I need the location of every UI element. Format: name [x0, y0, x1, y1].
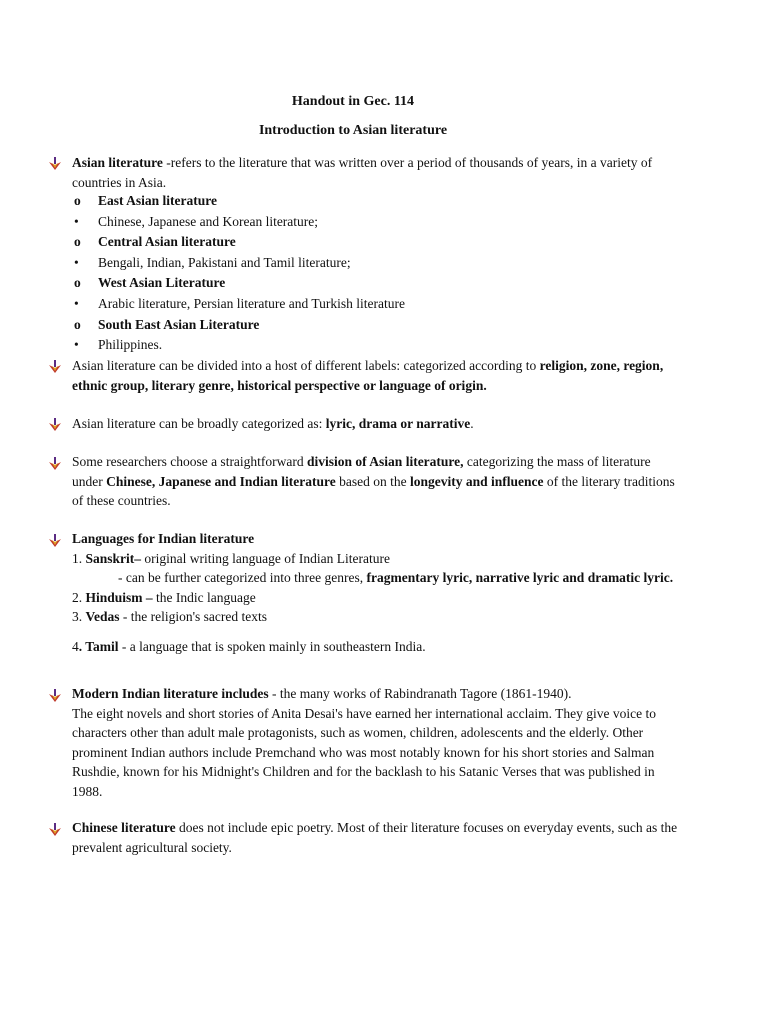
item-text: the Indic language: [152, 589, 256, 605]
languages-heading: Languages for Indian literature: [72, 531, 255, 546]
arrow-bullet-icon: [48, 689, 62, 703]
document-subtitle: Introduction to Asian literature: [258, 123, 448, 138]
list-marker-o: o: [74, 275, 81, 291]
document-title: Handout in Gec. 114: [291, 94, 415, 109]
division-bold-2: Chinese, Japanese and Indian literature: [106, 473, 336, 489]
broad-text: Asian literature can be broadly categorized as:: [72, 416, 326, 431]
chinese-text: does not include epic poetry. Most of their literature focuses on everyday events, such as the prevalent agricultural society.: [72, 820, 678, 855]
term-asian-literature: Asian literature: [72, 155, 163, 170]
item-term: . Tamil: [78, 638, 119, 654]
item-number: 2.: [72, 589, 86, 605]
section-asian-literature-definition: [72, 153, 684, 192]
list-marker-bullet: •: [74, 337, 79, 353]
genres-text: - can be further categorized into three genres,: [118, 570, 367, 585]
labels-text: Asian literature can be divided into a host of different labels: categorized according to: [72, 358, 540, 373]
item-text: - a language that is spoken mainly in southeastern India.: [118, 638, 426, 654]
chinese-term: Chinese literature: [72, 820, 176, 835]
language-item-sanskrit: [72, 549, 684, 569]
item-number: 1.: [72, 550, 86, 566]
division-text-3: based on the: [335, 473, 411, 489]
section-division: [72, 452, 684, 511]
item-term: Sanskrit–: [85, 550, 142, 566]
list-marker-o: o: [74, 193, 81, 208]
division-text-4: of the literary traditions of these countries.: [72, 473, 675, 508]
section-indian-languages: [72, 529, 684, 656]
item-text: - the religion's sacred texts: [119, 609, 268, 624]
arrow-bullet-icon: [48, 360, 62, 374]
list-marker-bullet: •: [74, 296, 79, 311]
item-term: Vedas: [85, 609, 120, 624]
modern-authors: The eight novels and short stories of Anita Desai's have earned her international acclaim. They give voice to characters other than adult male protagonists, such as women, children, adolescents and the elderly. Other prominent Indian authors include Premchand who was most notably known for his short stories and Salman Rushdie, known for his Midnight's Children and for the backlash to his Satanic Verses that was published in 1988.: [72, 705, 656, 799]
division-text-1: Some researchers choose a straightforward: [72, 454, 308, 469]
list-item-text: Central Asian literature: [98, 234, 236, 250]
modern-intro: [72, 684, 684, 704]
arrow-bullet-icon: [48, 534, 62, 548]
language-item-tamil: [72, 637, 684, 657]
arrow-bullet-icon: [48, 418, 62, 432]
section-chinese-literature: [72, 818, 684, 857]
arrow-bullet-icon: [48, 457, 62, 471]
section-modern-indian-literature: [72, 684, 684, 801]
sanskrit-genres: [72, 568, 684, 588]
definition-text: -refers to the literature that was written over a period of thousands of years, in a variety of countries in Asia.: [72, 155, 653, 190]
modern-term: Modern Indian literature includes: [72, 686, 269, 701]
language-item-hinduism: [72, 588, 684, 608]
list-item-text: East Asian literature: [98, 193, 217, 208]
list-item-text: South East Asian Literature: [98, 316, 260, 332]
list-marker-bullet: •: [74, 213, 79, 229]
section-broad-categories: [72, 414, 684, 434]
list-marker-o: o: [74, 234, 81, 250]
item-number: 3.: [72, 609, 86, 624]
list-item-text: Philippines.: [98, 337, 163, 353]
language-item-vedas: [72, 607, 684, 627]
broad-categories: lyric, drama or narrative: [325, 416, 471, 431]
section-labels: [72, 356, 684, 395]
list-marker-o: o: [74, 316, 81, 332]
arrow-bullet-icon: [48, 157, 62, 171]
list-item-text: Chinese, Japanese and Korean literature;: [98, 213, 319, 229]
division-bold-1: division of Asian literature,: [307, 454, 464, 469]
item-term: Hinduism –: [85, 589, 153, 605]
list-marker-bullet: •: [74, 254, 79, 270]
list-item-text: Bengali, Indian, Pakistani and Tamil literature;: [98, 254, 351, 270]
broad-end: .: [470, 416, 474, 431]
division-bold-3: longevity and influence: [410, 473, 544, 489]
division-text-2: categorizing the mass of literature under: [72, 454, 651, 489]
list-item-text: West Asian Literature: [98, 275, 226, 291]
genres-list: fragmentary lyric, narrative lyric and dramatic lyric.: [366, 570, 674, 585]
item-number: 4: [72, 638, 79, 654]
list-item-text: Arabic literature, Persian literature and Turkish literature: [98, 296, 406, 311]
labels-categories: religion, zone, region, ethnic group, literary genre, historical perspective or language of origin.: [72, 358, 664, 393]
modern-tagore: - the many works of Rabindranath Tagore (1861-1940).: [268, 686, 572, 701]
item-text: original writing language of Indian Literature: [141, 550, 390, 566]
arrow-bullet-icon: [48, 823, 62, 837]
